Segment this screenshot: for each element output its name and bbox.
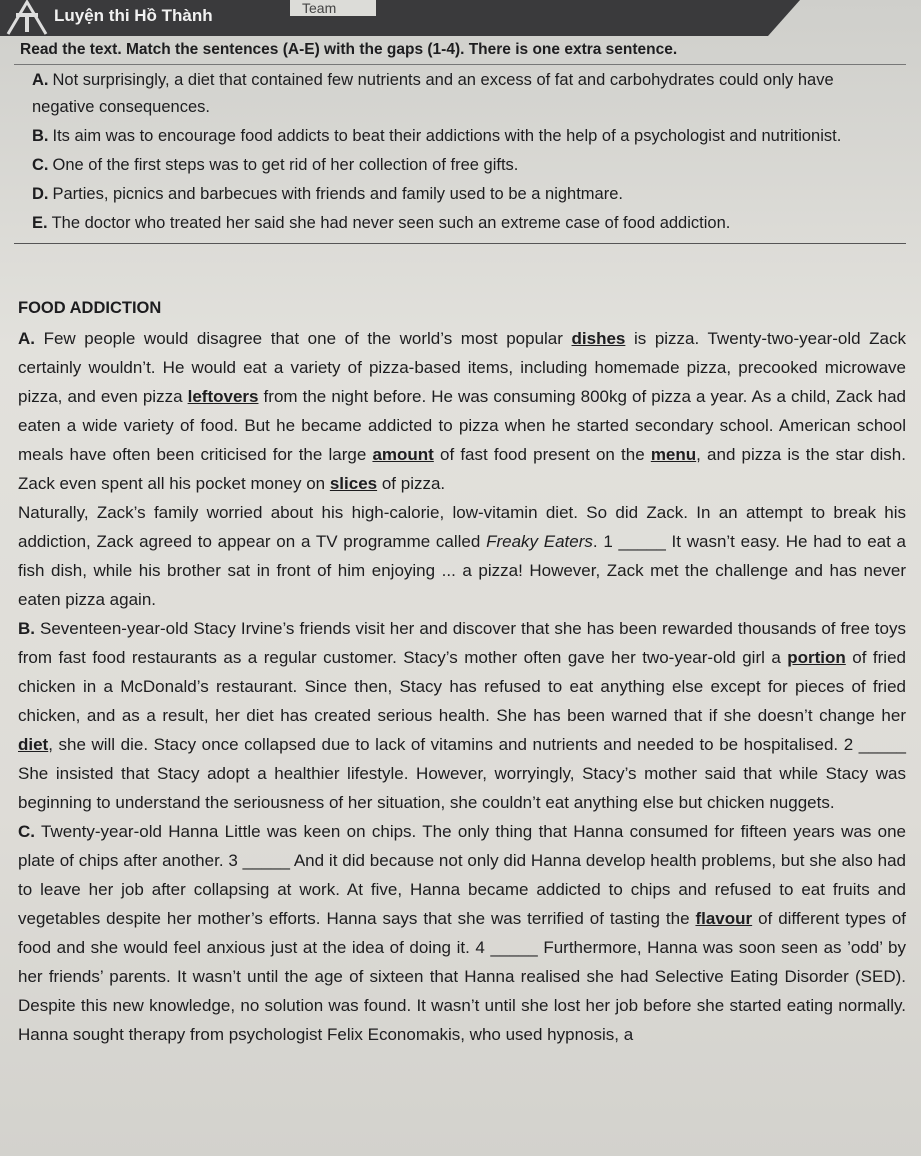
sentence-text: Its aim was to encourage food addicts to beat their addictions with the help of a psychologist and nutritionist. — [52, 127, 842, 145]
underlined-word: leftovers — [187, 387, 259, 406]
sentence-label: B. — [32, 127, 49, 145]
sentence-e — [32, 210, 892, 237]
paragraph-text: , she will die. Stacy once collapsed due to lack of vitamins and nutrients and needed to be hospitalised. 2 _____ She insisted that Stacy adopt a healthier lifestyle. However, worryingly, Stacy’s mother said that while Stacy was beginning to understand the seriousness of her situation, she couldn’t eat anything else but chicken nuggets. — [18, 735, 906, 812]
paragraph-text: is pizza. Twenty-two-year-old Zack certainly wouldn’t. He would eat a variety of pizza-based items, including homemade pizza, precooked microwave pizza, and even pizza — [18, 329, 906, 406]
paragraph-text: Freaky Eaters — [486, 532, 593, 551]
paragraph-text: of fried chicken in a McDonald’s restaurant. Since then, Stacy has refused to eat anything else except for pieces of fried chicken, and as a result, her diet has created serious health. She has been warned that if she doesn’t change her — [18, 648, 906, 725]
article-title: FOOD ADDICTION — [18, 299, 162, 317]
paragraph-text: , and pizza is the star dish. Zack even spent all his pocket money on — [18, 445, 906, 493]
instructions: Read the text. Match the sentences (A-E) with the gaps (1-4). There is one extra sentence. — [20, 41, 678, 58]
sentences-box — [14, 64, 906, 244]
underlined-word: slices — [329, 474, 378, 493]
section-label: B. — [18, 619, 35, 638]
paragraph-text: Naturally, Zack’s family worried about his high-calorie, low-vitamin diet. So did Zack. In an attempt to break his addiction, Zack agreed to appear on a TV programme called — [18, 503, 906, 551]
sentence-c — [32, 152, 892, 179]
underlined-word: portion — [787, 648, 846, 667]
sentence-d — [32, 181, 892, 208]
article-paragraph — [18, 324, 906, 498]
underlined-word: amount — [372, 445, 434, 464]
team-label: Team — [290, 0, 376, 16]
underlined-word: dishes — [571, 329, 626, 348]
article-paragraph — [18, 498, 906, 614]
brand-name: Luyện thi Hồ Thành — [54, 6, 213, 25]
sentence-label: D. — [32, 185, 49, 203]
article-body — [18, 324, 906, 1049]
sentence-label: A. — [32, 71, 49, 89]
section-label: C. — [18, 822, 35, 841]
sentence-label: C. — [32, 156, 49, 174]
paragraph-text: Seventeen-year-old Stacy Irvine’s friends visit her and discover that she has been rewarded thousands of free toys from fast food restaurants as a regular customer. Stacy’s mother often gave her two-year-old girl a — [18, 619, 906, 667]
sentence-text: Not surprisingly, a diet that contained few nutrients and an excess of fat and carbohydrates could only have negative consequences. — [32, 71, 834, 116]
logo-icon — [4, 0, 50, 36]
paragraph-text: . 1 _____ It wasn’t easy. He had to eat a fish dish, while his brother sat in front of him enjoying ... a pizza! However, Zack met the challenge and has never eaten pizza again. — [18, 532, 907, 609]
sentence-text: One of the first steps was to get rid of her collection of free gifts. — [52, 156, 519, 174]
article-paragraph — [18, 817, 906, 1049]
section-label: A. — [18, 329, 35, 348]
sentence-a — [32, 67, 892, 121]
paragraph-text: from the night before. He was consuming 800kg of pizza a year. As a child, Zack had eaten a wide variety of food. But he became addicted to pizza when he started secondary school. American school meals have often been criticised for the large — [18, 387, 906, 464]
paragraph-text: of different types of food and she would feel anxious just at the idea of doing it. 4 _____ Furthermore, Hanna was soon seen as ’odd’ by her friends’ parents. It wasn’t until the age of sixteen that Hanna realised she had Selective Eating Disorder (SED). Despite this new knowledge, no solution was found. It wasn’t until she lost her job before she started eating normally. Hanna sought therapy from psychologist Felix Economakis, who used hypnosis, a — [18, 909, 906, 1044]
underlined-word: diet — [18, 735, 49, 754]
article-paragraph — [18, 614, 906, 817]
sentence-text: The doctor who treated her said she had never seen such an extreme case of food addiction. — [51, 214, 731, 232]
paragraph-text: Few people would disagree that one of the world’s most popular — [35, 329, 572, 348]
sentence-label: E. — [32, 214, 48, 232]
paragraph-text: of pizza. — [377, 474, 446, 493]
sentence-b — [32, 123, 892, 150]
underlined-word: menu — [650, 445, 697, 464]
sentence-text: Parties, picnics and barbecues with friends and family used to be a nightmare. — [52, 185, 623, 203]
paragraph-text: Twenty-year-old Hanna Little was keen on chips. The only thing that Hanna consumed for fifteen years was one plate of chips after another. 3 _____ And it did because not only did Hanna develop health problems, but she also had to leave her job after collapsing at work. At five, Hanna became addicted to chips and refused to eat fruits and vegetables despite her mother’s efforts. Hanna says that she was terrified of tasting the — [18, 822, 906, 928]
paragraph-text: of fast food present on the — [433, 445, 651, 464]
underlined-word: flavour — [695, 909, 753, 928]
